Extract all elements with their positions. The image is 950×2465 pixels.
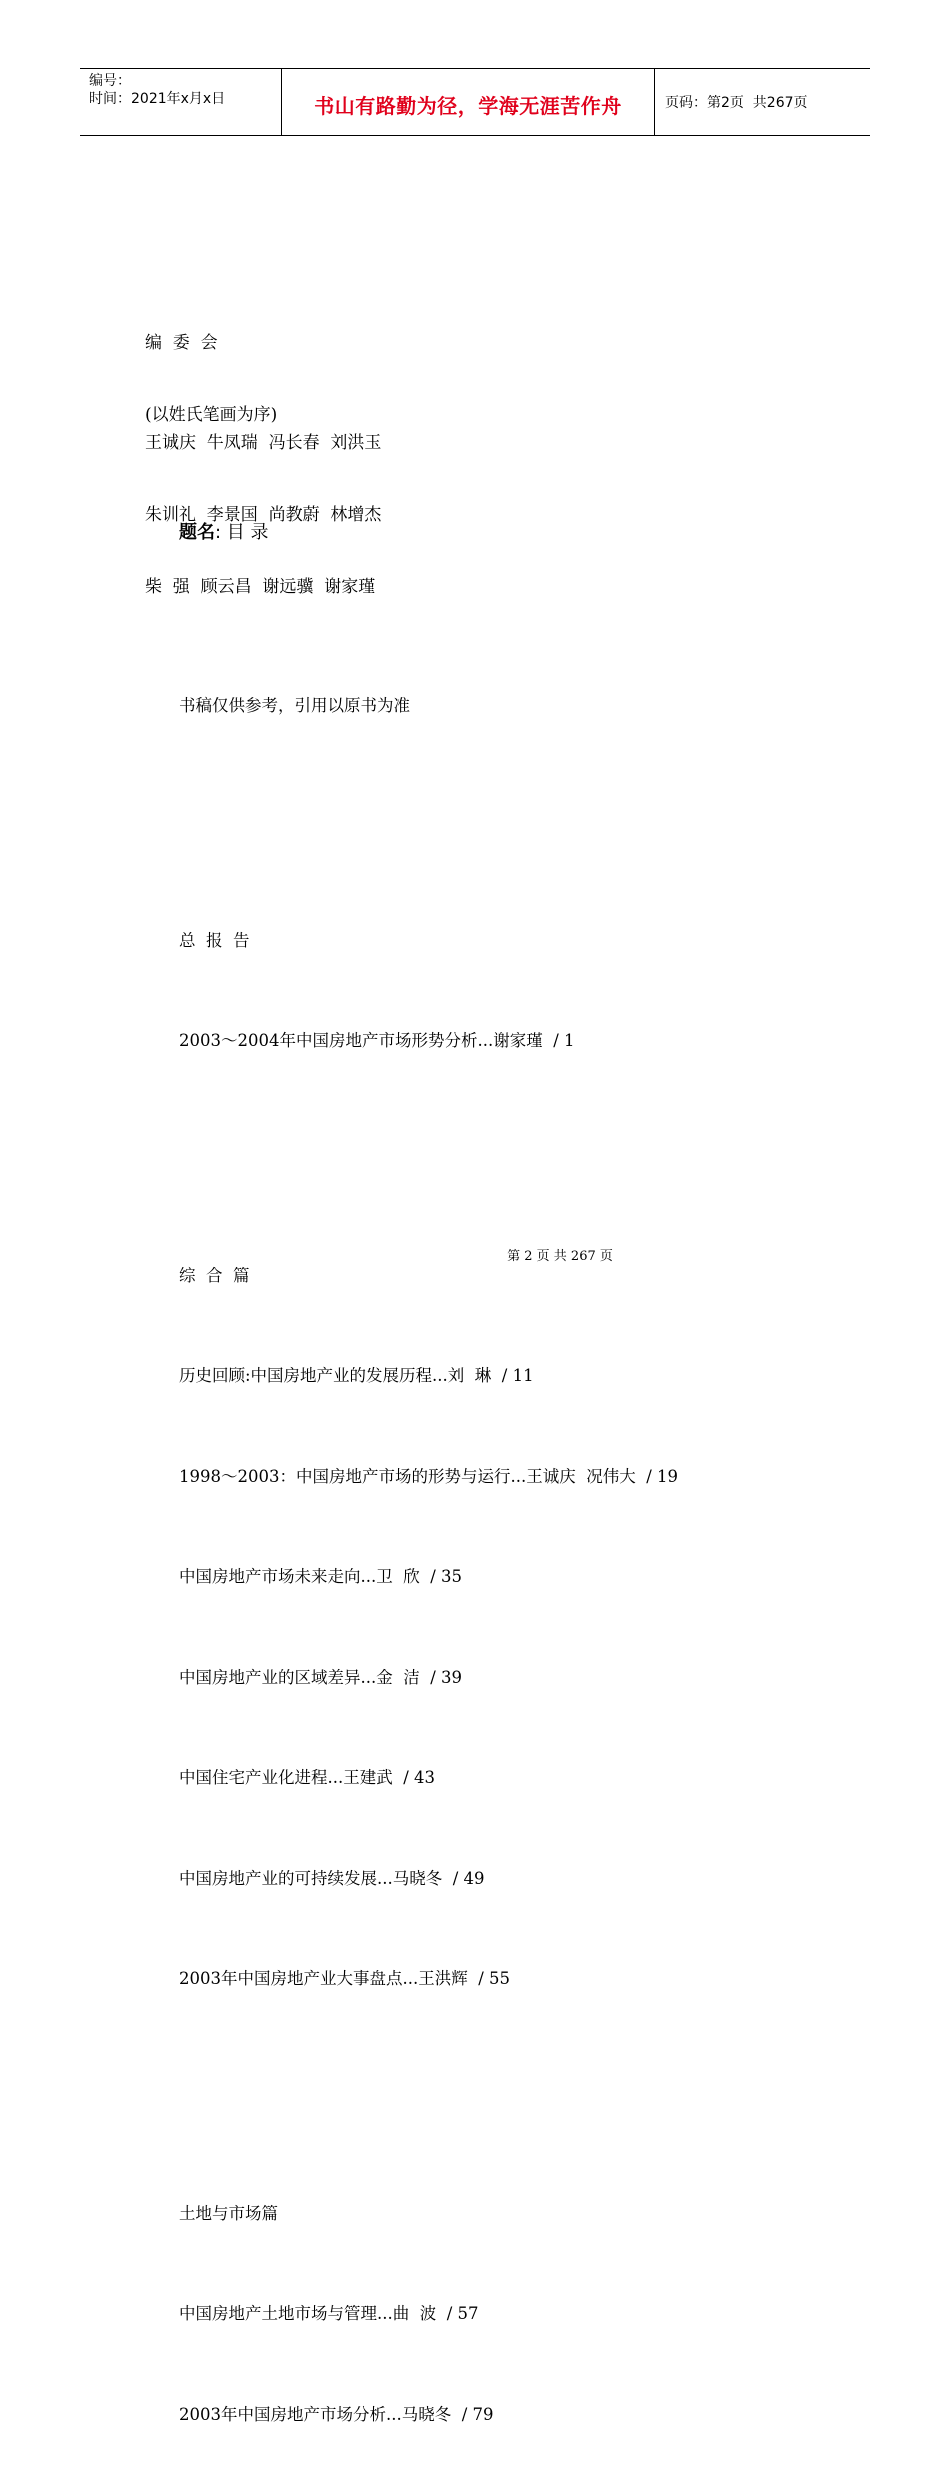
members-line: 王诚庆 牛凤瑞 冯长春 刘洪玉 — [145, 433, 382, 453]
toc-entry: 2003～2004年中国房地产市场形势分析...谢家瑾 / 1 — [179, 1031, 575, 1050]
members-line: 朱训礼 李景国 尚教蔚 林增杰 — [145, 505, 382, 525]
document-header — [80, 68, 870, 136]
toc-entry: 中国房地产市场未来走向...卫 欣 / 35 — [179, 1567, 463, 1586]
toc-entry: 中国房地产土地市场与管理...曲 波 / 57 — [179, 2304, 479, 2323]
toc-entry: 1998～2003：中国房地产市场的形势与运行...王诚庆 况伟大 / 19 — [179, 1466, 678, 1486]
header-page-info: 页码：第2页 共267页 — [665, 95, 808, 111]
header-motto-cell — [282, 69, 655, 135]
committee-note: (以姓氏笔画为序) — [145, 405, 278, 425]
page-footer: 第 2 页 共 267 页 — [507, 1249, 613, 1264]
spacer — [179, 2063, 678, 2097]
header-meta-cell — [80, 69, 282, 135]
members-block — [145, 383, 381, 623]
toc-content — [179, 622, 678, 2465]
time-label: 时间：2021年x月x日 — [89, 91, 226, 107]
header-motto: 书山有路勤为径，学海无涯苦作舟 — [314, 93, 622, 118]
members-line: 柴 强 顾云昌 谢远骥 谢家瑾 — [145, 577, 376, 597]
section-heading: 综 合 篇 — [179, 1265, 250, 1285]
title-label: 题名 — [179, 522, 215, 543]
toc-entry: 中国住宅产业化进程...王建武 / 43 — [179, 1768, 436, 1787]
spacer — [179, 1125, 678, 1159]
toc-entry: 中国房地产业的区域差异...金 洁 / 39 — [179, 1667, 463, 1687]
toc-entry: 2003年中国房地产市场分析...马晓冬 / 79 — [179, 2404, 494, 2424]
title-value: : 目 录 — [215, 522, 269, 543]
section-heading: 总 报 告 — [179, 930, 250, 950]
section-heading: 土地与市场篇 — [179, 2203, 278, 2223]
toc-entry: 历史回顾:中国房地产业的发展历程...刘 琳 / 11 — [179, 1366, 534, 1385]
header-page-cell — [655, 69, 870, 135]
disclaimer: 书稿仅供参考，引用以原书为准 — [179, 696, 410, 715]
toc-entry: 中国房地产业的可持续发展...马晓冬 / 49 — [179, 1868, 485, 1888]
spacer — [179, 790, 678, 824]
committee-heading: 编 委 会 — [145, 333, 218, 353]
document-title — [179, 520, 269, 546]
toc-entry: 2003年中国房地产业大事盘点...王洪辉 / 55 — [179, 1969, 511, 1988]
serial-number-label: 编号： — [89, 73, 131, 89]
